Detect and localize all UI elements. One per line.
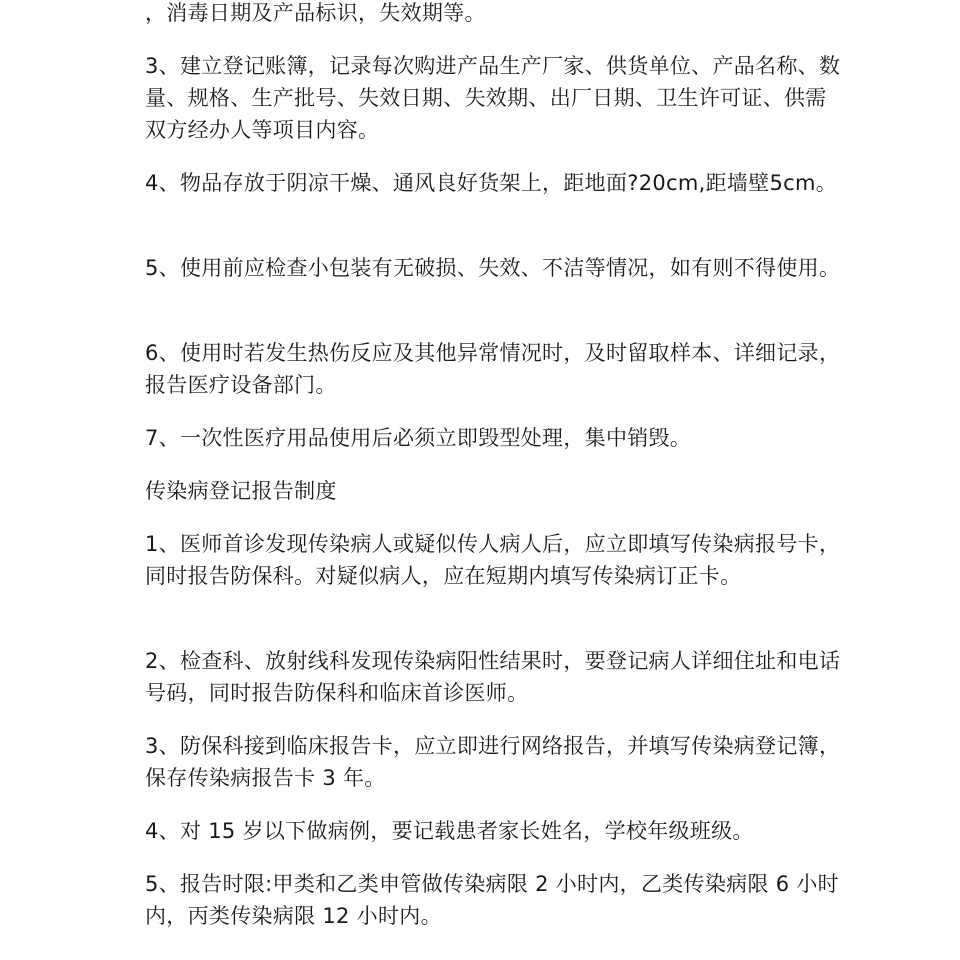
paragraph-report-time-limit: 5、报告时限:甲类和乙类申管做传染病限 2 小时内，乙类传染病限 6 小时内，丙类传染病限 12 小时内。 (145, 872, 839, 928)
paragraph-adverse-reaction: 6、使用时若发生热伤反应及其他异常情况时，及时留取样本、详细记录，报告医疗设备部门。 (145, 341, 841, 397)
paragraph-inspection: 5、使用前应检查小包装有无破损、失效、不洁等情况，如有则不得使用。 (145, 256, 841, 280)
section-heading: 传染病登记报告制度 (145, 479, 337, 503)
paragraph-disinfection-date: ，消毒日期及产品标识，失效期等。 (145, 1, 486, 25)
paragraph-disposal: 7、一次性医疗用品使用后必须立即毁型处理，集中销毁。 (145, 426, 692, 450)
paragraph-first-diagnosis: 1、医师首诊发现传染病人或疑似传人病人后，应立即填写传染病报号卡，同时报告防保科。对疑似病人，应在短期内填写传染病订正卡。 (145, 532, 841, 588)
paragraph-storage: 4、物品存放于阴凉干燥、通风良好货架上，距地面?20cm,距墙壁5cm。 (145, 171, 838, 195)
paragraph-lab-positive: 2、检查科、放射线科发现传染病阳性结果时，要登记病人详细住址和电话号码，同时报告防保科和临床首诊医师。 (145, 649, 841, 705)
paragraph-network-report: 3、防保科接到临床报告卡，应立即进行网络报告，并填写传染病登记簿，保存传染病报告卡 3 年。 (145, 734, 841, 790)
paragraph-under-15: 4、对 15 岁以下做病例，要记载患者家长姓名，学校年级班级。 (145, 819, 754, 843)
paragraph-registration-ledger: 3、建立登记账簿，记录每次购进产品生产厂家、供货单位、产品名称、数量、规格、生产批号、失效日期、失效期、出厂日期、卫生许可证、供需双方经办人等项目内容。 (145, 54, 841, 142)
